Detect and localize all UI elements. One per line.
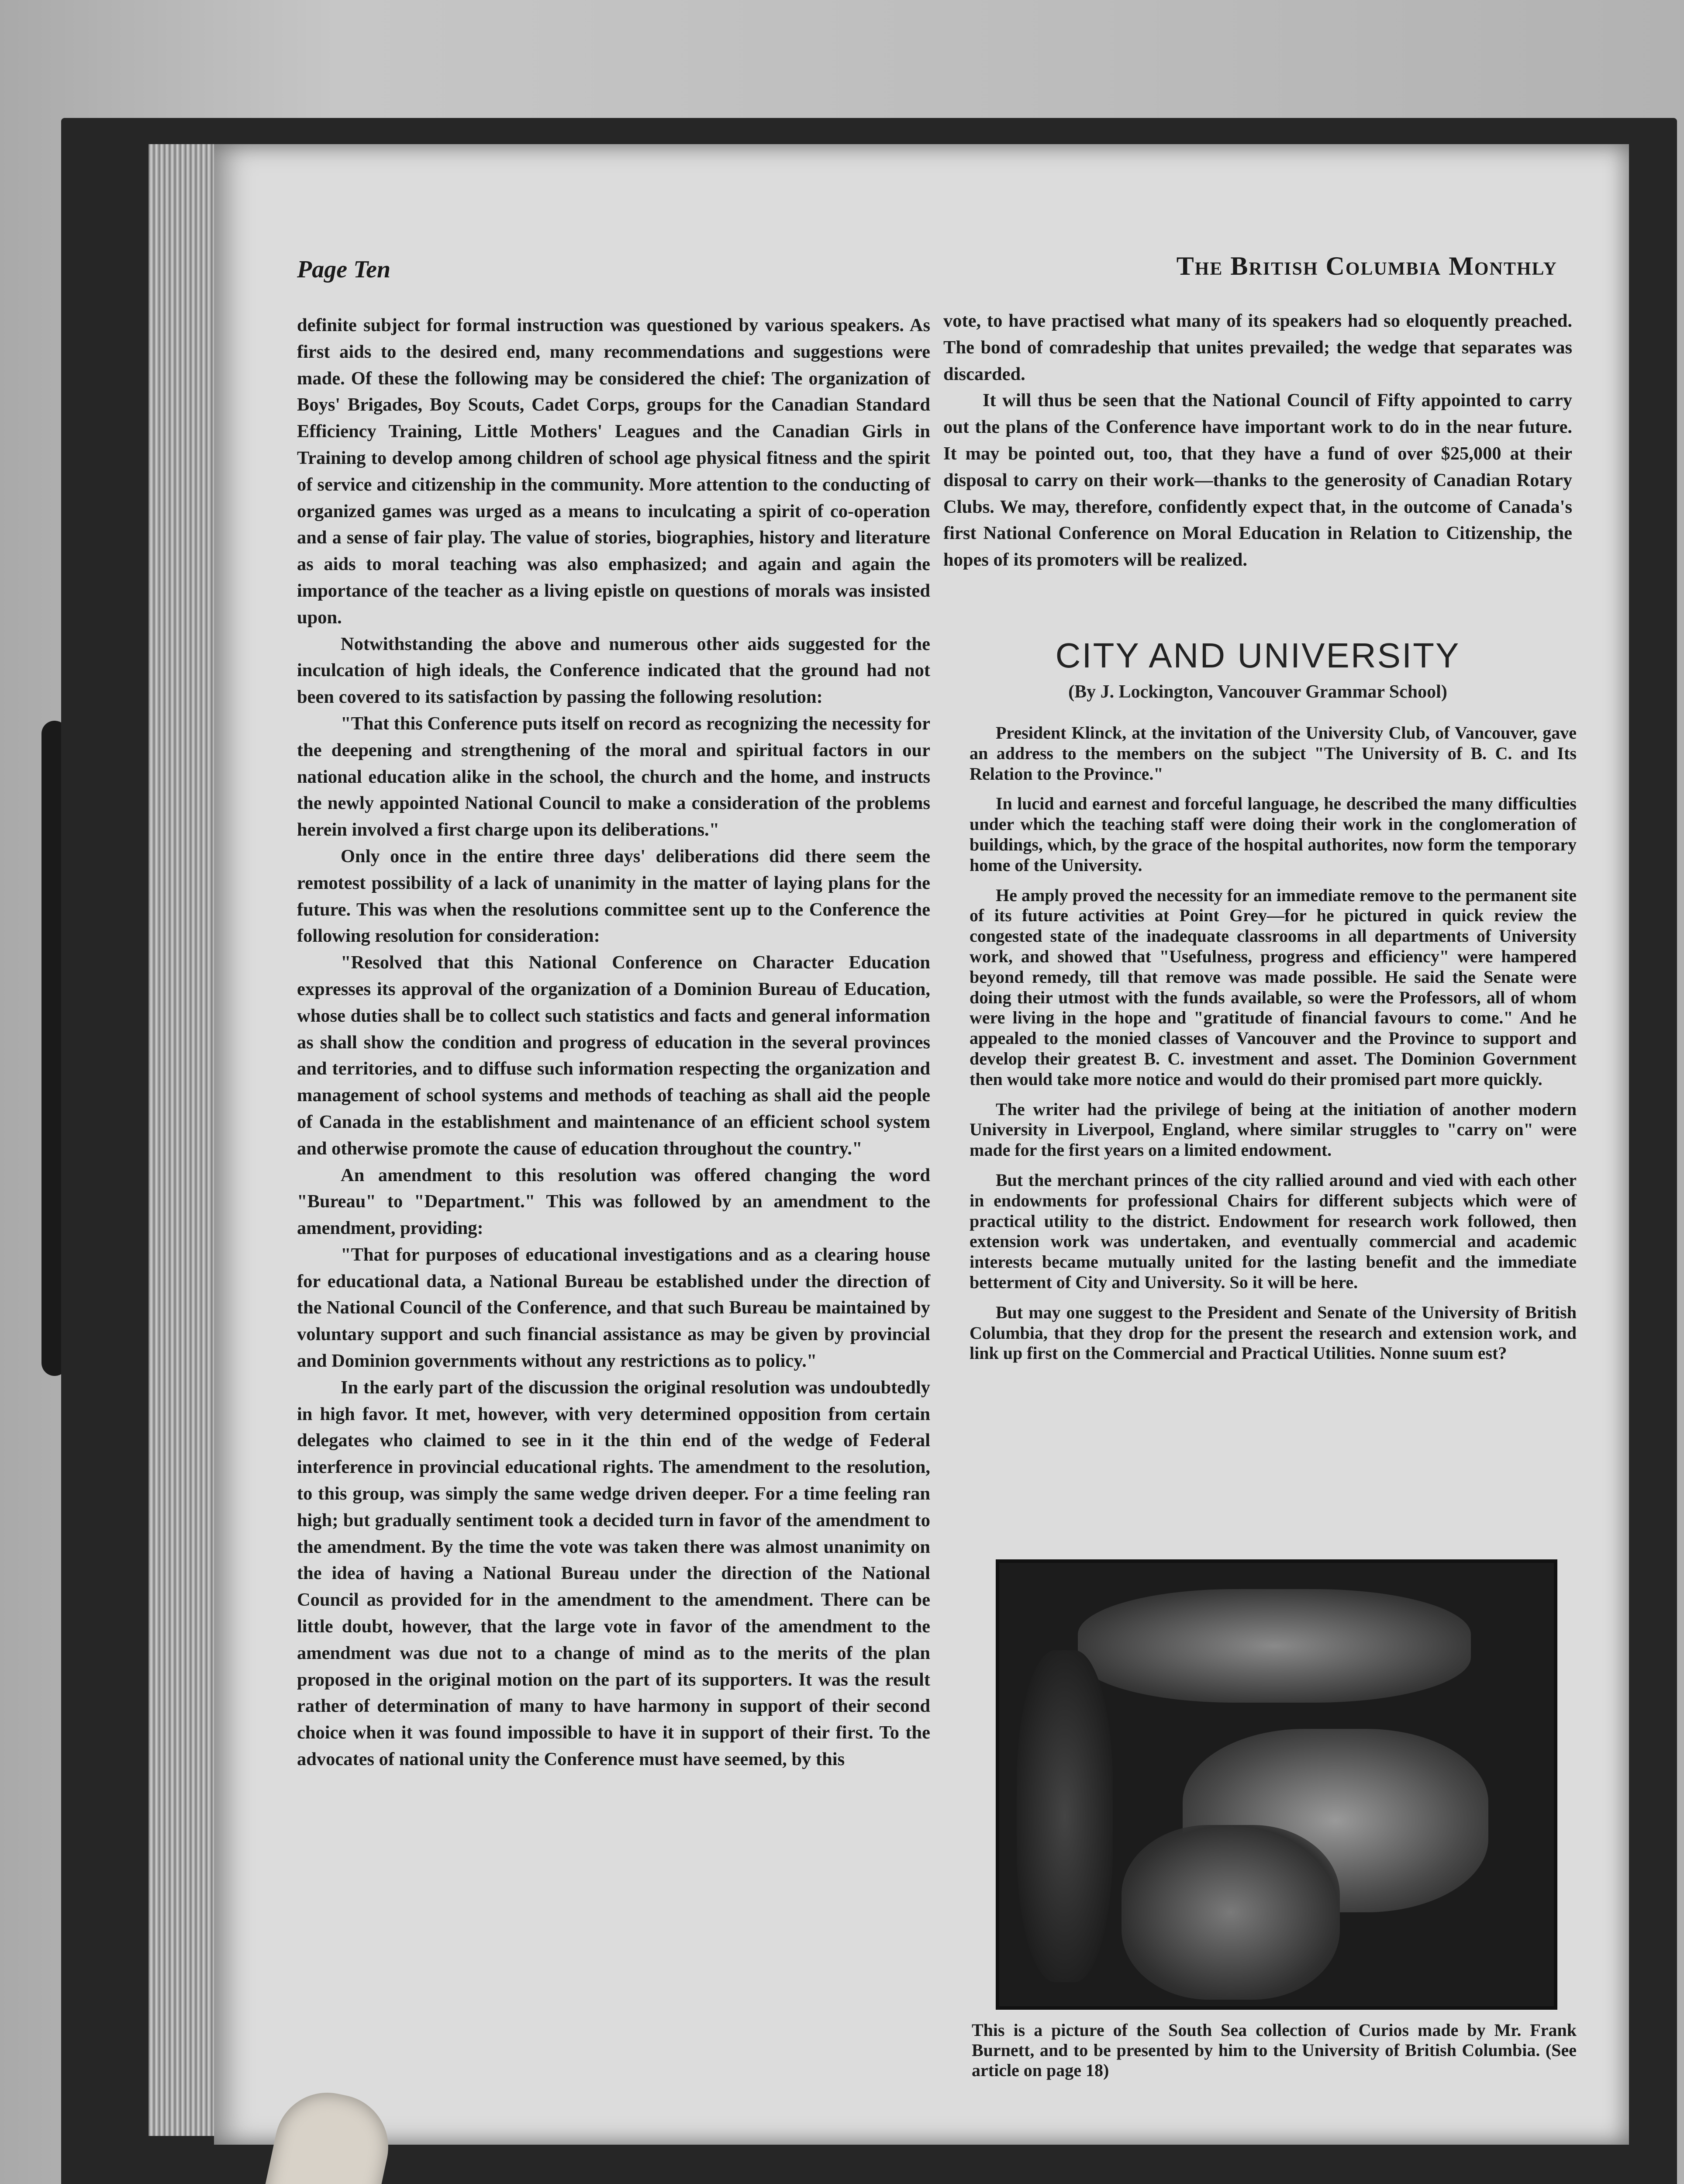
article-byline: (By J. Lockington, Vancouver Grammar School)	[1068, 682, 1447, 702]
paragraph: Notwithstanding the above and numerous other aids suggested for the inculcation of high ideals, the Conference indicated that the ground had not been covered to its satisfaction by passing the following resolution:	[297, 633, 930, 708]
publication-title: The British Columbia Monthly	[1176, 252, 1557, 280]
paragraph: In the early part of the discussion the original resolution was undoubtedly in high favor. It met, however, with very determined opposition from certain delegates who claimed to see in it the thin end of the wedge of Federal interference in provincial educational rights. The amendment to the resolution, to this group, was simply the same wedge driven deeper. For a time feeling ran high; but gradually sentiment took a decided turn in favor of the amendment to the amendment. By the time the vote was taken there was almost unanimity on the idea of having a National Bureau under the direction of the National Council as provided for in the amendment to the amendment. There can be little doubt, however, that the large vote in favor of the amendment to the amendment was due not to a change of mind as to the merits of the plan proposed in the original motion on the part of its supporters. It was the result rather of determination of many to have harmony in support of their second choice when it was found impossible to have it in support of their first. To the advocates of national unity the Conference must have seemed, by this	[297, 1377, 930, 1770]
page-number-label: Page Ten	[297, 256, 391, 283]
paragraph: It will thus be seen that the National Council of Fifty appointed to carry out the plans of the Conference have important work to do in the near future. It may be pointed out, too, that they have a fund of over $25,000 at their disposal to carry on their work—thanks to the generosity of Canadian Rotary Clubs. We may, therefore, confidently expect that, in the outcome of Canada's first National Conference on Moral Education in Relation to Citizenship, the hopes of its promoters will be realized.	[943, 390, 1572, 570]
paragraph: vote, to have practised what many of its speakers had so eloquently preached. The bond of comradeship that unites prevailed; the wedge that separates was discarded.	[943, 311, 1572, 384]
paragraph: "That for purposes of educational investigations and as a clearing house for educational data, a National Bureau be established under the direction of the National Council of the Conference, and that such Bureau be maintained by voluntary support and such financial assistance as may be given by provincial and Dominion governments without any restrictions as to policy."	[297, 1244, 930, 1372]
left-column	[297, 312, 930, 1773]
paragraph: In lucid and earnest and forceful language, he described the many difficulties under which the teaching staff were doing their work in the conglomeration of buildings, which, by the grace of the hospital authorites, now form the temporary home of the University.	[970, 794, 1577, 875]
paragraph: "Resolved that this National Conference on Character Education expresses its approval of the organization of a Dominion Bureau of Education, whose duties shall be to collect such statistics and facts and general information as shall show the condition and progress of education in the several provinces and territories, and to diffuse such information respecting the organization and management of school systems and methods of teaching as shall aid the people of Canada in the establishment and maintenance of an efficient school system and otherwise promote the cause of education throughout the country."	[297, 952, 930, 1159]
right-column-continuation	[943, 308, 1572, 574]
paragraph: But may one suggest to the President and Senate of the University of British Columbia, that they drop for the present the research and extension work, and link up first on the Commercial and Practical Utilities. Nonne suum est?	[970, 1302, 1577, 1363]
article-body	[970, 723, 1577, 1373]
paragraph: The writer had the privilege of being at the initiation of another modern University in Liverpool, England, where similar struggles to "carry on" were made for the first years on a limited endowment.	[970, 1099, 1577, 1160]
paragraph: Only once in the entire three days' deliberations did there seem the remotest possibility of a lack of unanimity in the matter of laying plans for the future. This was when the resolutions committee sent up to the Conference the following resolution for consideration:	[297, 846, 930, 947]
paragraph: But the merchant princes of the city rallied around and vied with each other in endowments for professional Chairs for different subjects which were of practical utility to the district. Endowment for research work followed, then extension work was undertaken, and eventually commercial and academic interests became mutually united for the lasting benefit and the immediate betterment of City and University. So it will be here.	[970, 1170, 1577, 1292]
paragraph: President Klinck, at the invitation of the University Club, of Vancouver, gave an address to the members on the subject "The University of B. C. and Its Relation to the Province."	[970, 723, 1577, 784]
photo-caption: This is a picture of the South Sea collection of Curios made by Mr. Frank Burnett, and to be presented by him to the University of British Columbia. (See article on page 18)	[972, 2020, 1577, 2080]
page-edges	[148, 144, 223, 2136]
paragraph: "That this Conference puts itself on record as recognizing the necessity for the deepening and strengthening of the moral and spiritual factors in our national education alike in the school, the church and the home, and instructs the newly appointed National Council to make a consideration of the problems herein involved a first charge upon its deliberations."	[297, 713, 930, 840]
paragraph: An amendment to this resolution was offered changing the word "Bureau" to "Department." This was followed by an amendment to the amendment, providing:	[297, 1165, 930, 1239]
paragraph: He amply proved the necessity for an immediate remove to the permanent site of its future activities at Point Grey—for he pictured in quick review the congested state of the inadequate classrooms in all departments of University work, and showed that "Usefulness, progress and efficiency" were hampered beyond remedy, till that remove was made possible. He said the Senate were doing their utmost with the funds available, so were the Professors, all of whom were living in the hope and "gratitude of financial favours to come." And he appealed to the monied classes of Vancouver and the Province to support and develop their greatest B. C. investment and asset. The Dominion Government then would take more notice and would do their promised part more quickly.	[970, 885, 1577, 1089]
paragraph: definite subject for formal instruction was questioned by various speakers. As first aids to the desired end, many recommendations and suggestions were made. Of these the following may be considered the chief: The organization of Boys' Brigades, Boy Scouts, Cadet Corps, groups for the Canadian Standard Efficiency Training, Little Mothers' Leagues and the Canadian Girls in Training to develop among children of school age physical fitness and the spirit of service and citizenship in the community. More attention to the conducting of organized games was urged as a means to inculcating a spirit of co-operation and a sense of fair play. The value of stories, biographies, history and literature as aids to moral teaching was also emphasized; and again and again the importance of the teacher as a living epistle on questions of morals was insisted upon.	[297, 315, 930, 628]
article-title: CITY AND UNIVERSITY	[1055, 636, 1460, 675]
curios-collection-photo	[996, 1559, 1557, 2010]
